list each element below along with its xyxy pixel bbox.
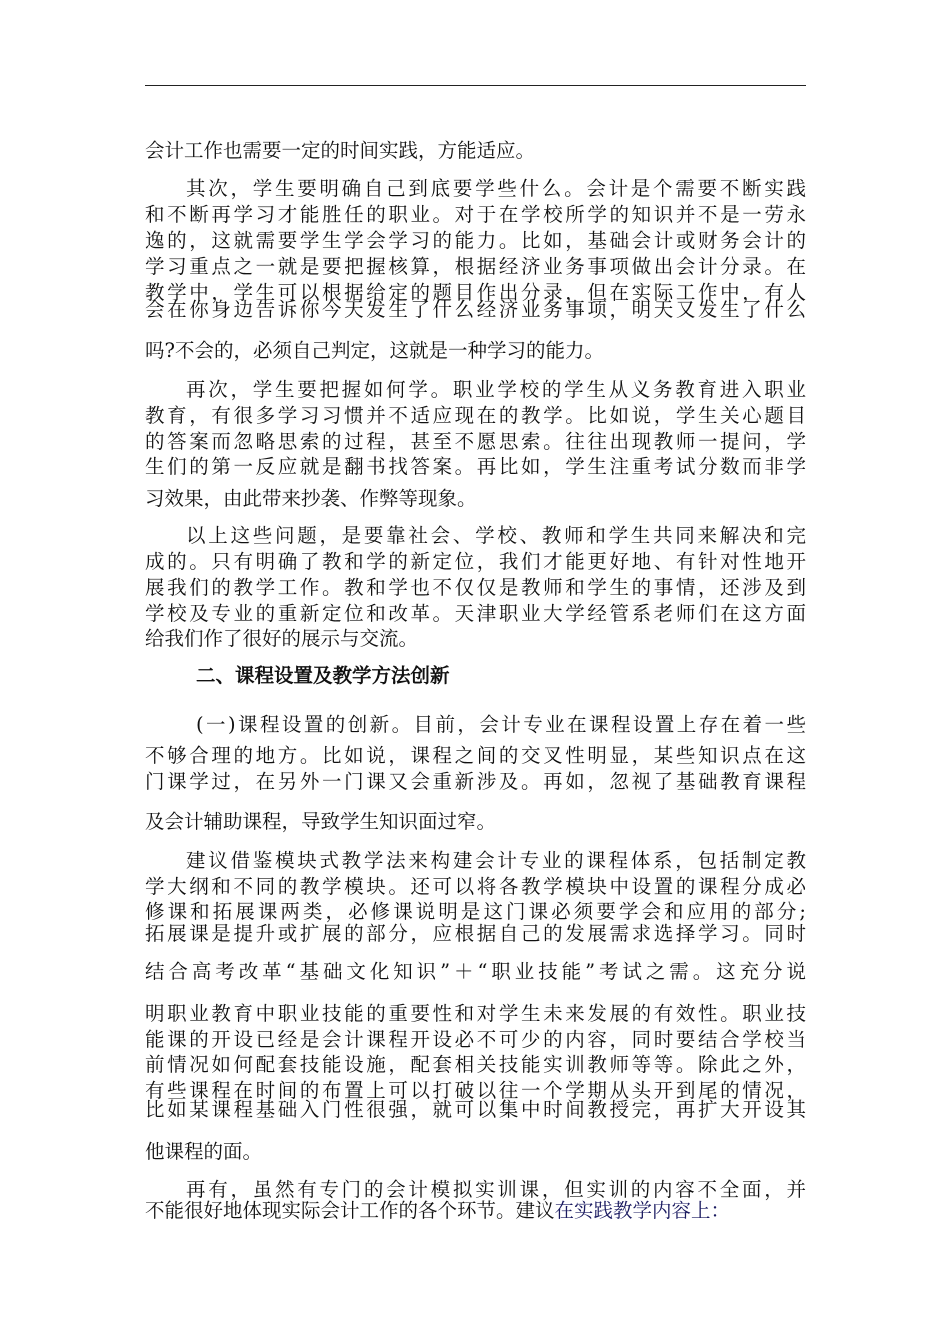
paragraph-first-line: 建议借鉴模块式教学法来构建会计专业的课程体系，包括制定教 — [186, 849, 806, 872]
text-segment-highlighted: 在实践教学内容上： — [554, 1199, 731, 1222]
text-line: 门课学过，在另外一门课又会重新涉及。再如，忽视了基础教育课程 — [145, 770, 806, 793]
text-line: 拓展课是提升或扩展的部分，应根据自己的发展需求选择学习。同时 — [145, 922, 806, 945]
paragraph-first-line: 以上这些问题，是要靠社会、学校、教师和学生共同来解决和完 — [186, 524, 806, 547]
text-line: 前情况如何配套技能设施，配套相关技能实训教师等等。除此之外， — [145, 1053, 806, 1076]
text-line: 有些课程在时间的布置上可以打破以往一个学期从头开到尾的情况， — [145, 1079, 806, 1102]
text-line: 学大纲和不同的教学模块。还可以将各教学模块中设置的课程分成必 — [145, 875, 806, 898]
text-line: 会在你身边告诉你今天发生了什么经济业务事项，明天又发生了什么 — [145, 298, 806, 321]
text-line: 修课和拓展课两类，必修课说明是这门课必须要学会和应用的部分; — [145, 900, 806, 923]
text-line: 他课程的面。 — [145, 1140, 263, 1163]
text-line: 学习重点之一就是要把握核算，根据经济业务事项做出会计分录。在 — [145, 255, 806, 278]
text-line: 学校及专业的重新定位和改革。天津职业大学经管系老师们在这方面 — [145, 602, 806, 625]
text-line: 能课的开设已经是会计课程开设必不可少的内容，同时要结合学校当 — [145, 1028, 806, 1051]
paragraph-first-line: (一)课程设置的创新。目前，会计专业在课程设置上存在着一些 — [196, 713, 806, 736]
text-line: 会计工作也需要一定的时间实践，方能适应。 — [145, 139, 536, 162]
text-line: 和不断再学习才能胜任的职业。对于在学校所学的知识并不是一劳永 — [145, 203, 806, 226]
text-line: 吗?不会的，必须自己判定，这就是一种学习的能力。 — [145, 339, 604, 362]
paragraph-first-line: 其次，学生要明确自己到底要学些什么。会计是个需要不断实践 — [186, 177, 806, 200]
text-line: 及会计辅助课程，导致学生知识面过窄。 — [145, 810, 497, 833]
text-line: 给我们作了很好的展示与交流。 — [145, 627, 419, 650]
text-line: 生们的第一反应就是翻书找答案。再比如，学生注重考试分数而非学 — [145, 455, 806, 478]
header-rule — [145, 85, 806, 86]
text-line: 逸的，这就需要学生学会学习的能力。比如，基础会计或财务会计的 — [145, 229, 806, 252]
paragraph-first-line: 再有，虽然有专门的会计模拟实训课，但实训的内容不全面，并 — [186, 1178, 806, 1201]
text-line: 教学中，学生可以根据给定的题目作出分录，但在实际工作中，有人 — [145, 281, 806, 304]
text-line: 教育，有很多学习习惯并不适应现在的教学。比如说，学生关心题目 — [145, 404, 806, 427]
text-line: 成的。只有明确了教和学的新定位，我们才能更好地、有针对性地开 — [145, 550, 806, 573]
text-line: 明职业教育中职业技能的重要性和对学生未来发展的有效性。职业技 — [145, 1002, 806, 1025]
paragraph-first-line: 再次，学生要把握如何学。职业学校的学生从义务教育进入职业 — [186, 378, 806, 401]
text-segment: 不能很好地体现实际会计工作的各个环节。建议 — [145, 1199, 555, 1222]
text-line: 展我们的教学工作。教和学也不仅仅是教师和学生的事情，还涉及到 — [145, 576, 806, 599]
text-line — [145, 1199, 730, 1223]
section-heading: 二、课程设置及教学方法创新 — [196, 664, 450, 687]
text-line: 习效果，由此带来抄袭、作弊等现象。 — [145, 487, 477, 510]
text-line: 结合高考改革“基础文化知识”＋“职业技能”考试之需。这充分说 — [145, 960, 806, 983]
text-line: 比如某课程基础入门性很强，就可以集中时间教授完，再扩大开设其 — [145, 1098, 806, 1121]
text-line: 的答案而忽略思索的过程，甚至不愿思索。往往出现教师一提问，学 — [145, 430, 806, 453]
text-line: 不够合理的地方。比如说，课程之间的交叉性明显，某些知识点在这 — [145, 744, 806, 767]
